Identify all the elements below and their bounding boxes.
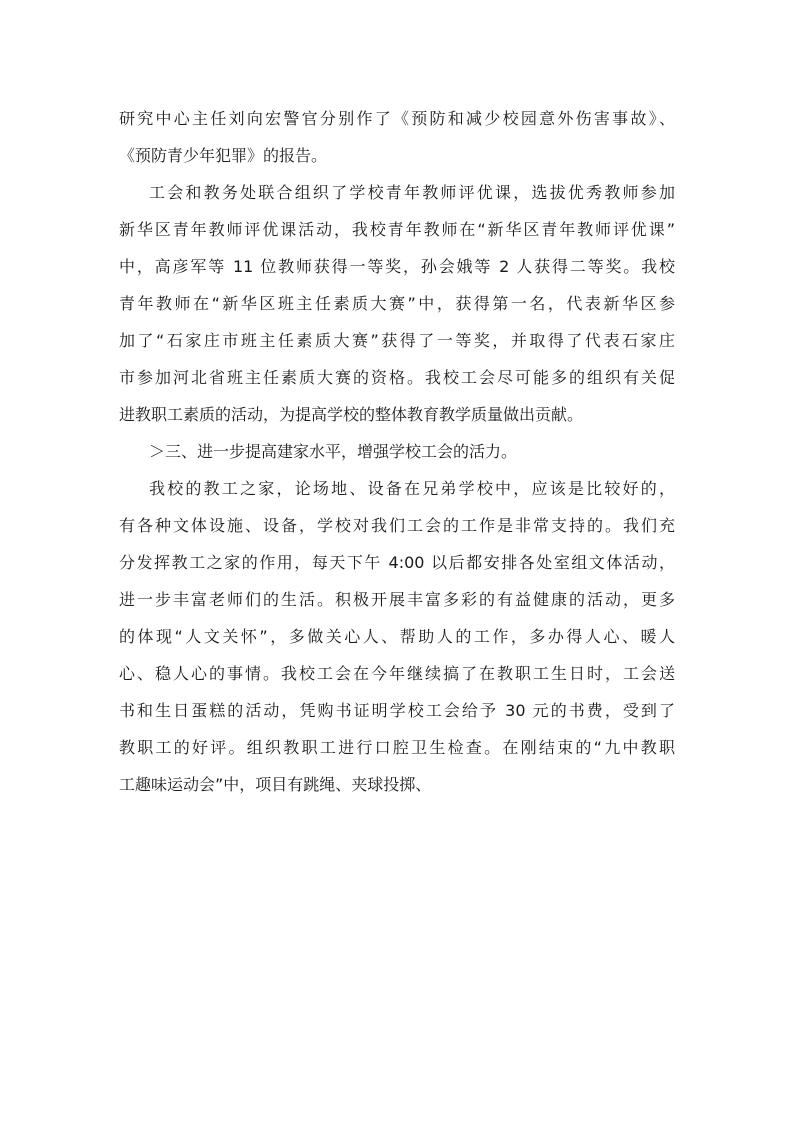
text-line-18: 教职工的好评。组织教职工进行口腔卫生检查。在刚结束的“九中教职 [119,738,675,757]
text-line-13: 分发挥教工之家的作用，每天下午 4:00 以后都安排各处室组文体活动， [119,553,675,572]
text-line-9: 进教职工素质的活动，为提高学校的整体教育教学质量做出贡献。 [119,405,584,424]
text-line-12: 有各种文体设施、设备，学校对我们工会的工作是非常支持的。我们充 [119,516,675,535]
text-line-15: 的体现“人文关怀”，多做关心人、帮助人的工作，多办得人心、暖人 [119,627,675,646]
text-line-16: 心、稳人心的事情。我校工会在今年继续搞了在教职工生日时，工会送 [119,664,675,683]
section-heading: ＞三、进一步提高建家水平，增强学校工会的活力。 [149,442,518,461]
text-line-14: 进一步丰富老师们的生活。积极开展丰富多彩的有益健康的活动，更多 [119,590,675,609]
document-body [119,100,675,803]
text-line-6: 青年教师在“新华区班主任素质大赛”中，获得第一名，代表新华区参 [119,294,675,313]
text-line-19: 工趣味运动会”中，项目有跳绳、夹球投掷、 [119,775,432,794]
text-line-17: 书和生日蛋糕的活动，凭购书证明学校工会给予 30 元的书费，受到了 [119,701,675,720]
text-line-2: 《预防青少年犯罪》的报告。 [119,146,328,165]
text-line-5: 中，高彦军等 11 位教师获得一等奖，孙会娥等 2 人获得二等奖。我校 [119,257,675,276]
text-line-3: 工会和教务处联合组织了学校青年教师评优课，选拔优秀教师参加 [149,183,675,202]
text-line-8: 市参加河北省班主任素质大赛的资格。我校工会尽可能多的组织有关促 [119,368,675,387]
text-line-11: 我校的教工之家，论场地、设备在兄弟学校中，应该是比较好的， [149,479,675,498]
text-line-1: 研究中心主任刘向宏警官分别作了《预防和减少校园意外伤害事故》、 [119,109,675,128]
text-line-7: 加了“石家庄市班主任素质大赛”获得了一等奖，并取得了代表石家庄 [119,331,675,350]
text-line-4: 新华区青年教师评优课活动，我校青年教师在“新华区青年教师评优课” [119,220,675,239]
